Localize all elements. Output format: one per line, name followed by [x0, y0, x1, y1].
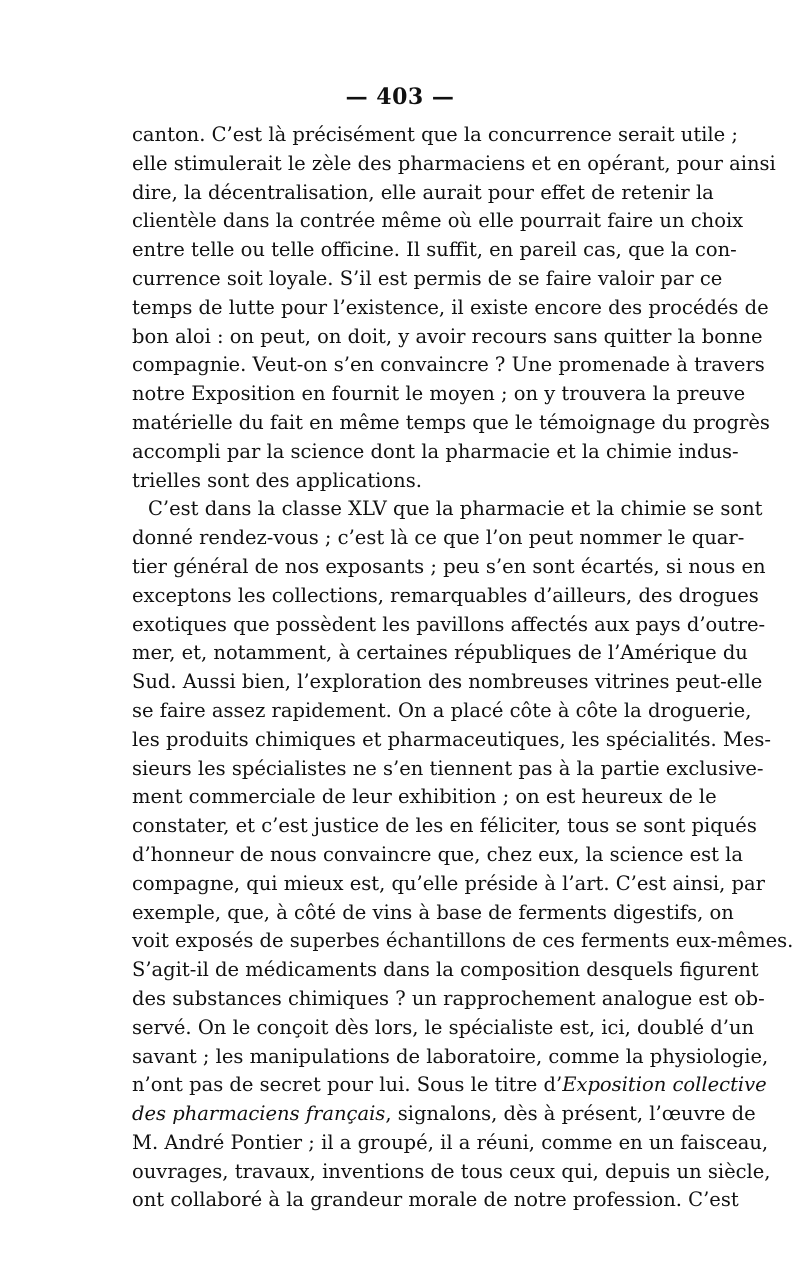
text-line: dire, la décentralisation, elle aurait pour effet de retenir la	[132, 180, 714, 204]
body-text	[132, 121, 794, 1215]
text-line: bon aloi : on peut, on doit, y avoir recours sans quitter la bonne	[132, 324, 763, 348]
text-line: donné rendez-vous ; c’est là ce que l’on peut nommer le quar-	[132, 526, 745, 550]
text-line: currence soit loyale. S’il est permis de se faire valoir par ce	[132, 266, 723, 290]
text-line: elle stimulerait le zèle des pharmaciens et en opérant, pour ainsi	[132, 151, 776, 175]
text-line: C’est dans la classe XLV que la pharmacie et la chimie se sont	[148, 497, 763, 521]
text-line: exotiques que possèdent les pavillons affectés aux pays d’outre-	[132, 612, 766, 636]
text-line: canton. C’est là précisément que la concurrence serait utile ;	[132, 123, 738, 146]
text-run: n’ont pas de secret pour lui. Sous le titre d’	[132, 1073, 563, 1097]
text-line: savant ; les manipulations de laboratoire, comme la physiologie,	[132, 1044, 769, 1068]
text-line: des substances chimiques ? un rapprochement analogue est ob-	[132, 986, 765, 1010]
text-line: ouvrages, travaux, inventions de tous ceux qui, depuis un siècle,	[132, 1159, 771, 1183]
text-line: voit exposés de superbes échantillons de ces ferments eux-mêmes.	[132, 929, 794, 953]
text-line: servé. On le conçoit dès lors, le spécialiste est, ici, doublé d’un	[132, 1015, 755, 1039]
text-line: se faire assez rapidement. On a placé côte à côte la droguerie,	[132, 698, 752, 722]
text-line: M. André Pontier ; il a groupé, il a réuni, comme en un faisceau,	[132, 1130, 769, 1154]
text-line: Sud. Aussi bien, l’exploration des nombreuses vitrines peut-elle	[132, 670, 763, 694]
text-line: S’agit-il de médicaments dans la composition desquels figurent	[132, 958, 759, 982]
text-line: notre Exposition en fournit le moyen ; on y trouvera la preuve	[132, 382, 746, 406]
text-line: temps de lutte pour l’existence, il existe encore des procédés de	[132, 295, 769, 319]
text-line: d’honneur de nous convaincre que, chez eux, la science est la	[132, 842, 744, 866]
page-number: — 403 —	[345, 84, 455, 110]
italic-title-part-1: Exposition collective	[562, 1073, 767, 1097]
text-line: ment commerciale de leur exhibition ; on est heureux de le	[132, 785, 717, 809]
text-line: exemple, que, à côté de vins à base de ferments digestifs, on	[132, 900, 734, 924]
text-line: mer, et, notamment, à certaines républiques de l’Amérique du	[132, 641, 748, 665]
text-line: ont collaboré à la grandeur morale de notre profession. C’est	[132, 1188, 739, 1212]
text-line: clientèle dans la contrée même où elle pourrait faire un choix	[132, 209, 744, 233]
text-line: compagnie. Veut-on s’en convaincre ? Une promenade à travers	[132, 353, 765, 377]
text-line: sieurs les spécialistes ne s’en tiennent pas à la partie exclusive-	[132, 756, 764, 780]
text-line: exceptons les collections, remarquables d’ailleurs, des drogues	[132, 583, 759, 607]
text-line: constater, et c’est justice de les en féliciter, tous se sont piqués	[132, 814, 757, 838]
text-line-mixed	[132, 1100, 756, 1129]
text-line: accompli par la science dont la pharmacie et la chimie indus-	[132, 439, 739, 463]
text-line: trielles sont des applications.	[132, 468, 422, 492]
text-line: compagne, qui mieux est, qu’elle préside à l’art. C’est ainsi, par	[132, 871, 765, 895]
text-line: les produits chimiques et pharmaceutiques, les spécialités. Mes-	[132, 727, 771, 751]
text-line-mixed	[132, 1071, 767, 1100]
text-line: entre telle ou telle officine. Il suffit, en pareil cas, que la con-	[132, 238, 737, 262]
text-line: tier général de nos exposants ; peu s’en sont écartés, si nous en	[132, 554, 766, 578]
text-run: , signalons, dès à présent, l’œuvre de	[385, 1102, 756, 1126]
text-line: matérielle du fait en même temps que le témoignage du progrès	[132, 410, 770, 434]
italic-title-part-2: des pharmaciens français	[132, 1102, 386, 1126]
